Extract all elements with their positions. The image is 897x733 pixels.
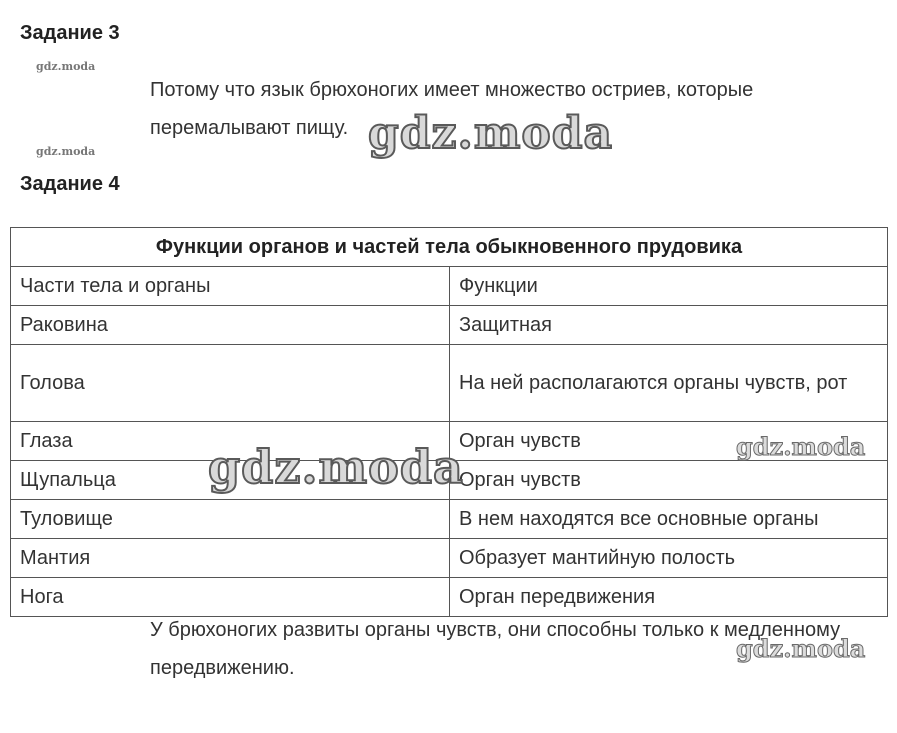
table-cell: Голова — [11, 345, 450, 422]
table-row — [11, 306, 888, 345]
table-cell: Защитная — [450, 306, 888, 345]
organs-table — [10, 227, 888, 617]
table-cell: Орган чувств — [450, 461, 888, 500]
task4-heading: Задание 4 — [20, 173, 120, 195]
table-header-cell: Функции — [450, 267, 888, 306]
table-cell: Мантия — [11, 539, 450, 578]
watermark-small-2: gdz.moda — [36, 145, 96, 158]
table-row — [11, 345, 888, 422]
task3-heading: Задание 3 — [20, 22, 120, 44]
table-cell: Орган передвижения — [450, 578, 888, 617]
table-cell: Образует мантийную полость — [450, 539, 888, 578]
watermark-large-1: gdz.moda — [368, 108, 614, 159]
watermark-large-2: gdz.moda — [208, 440, 464, 494]
table-row — [11, 539, 888, 578]
table-cell: Щупальца — [11, 461, 450, 500]
table-cell: На ней располагаются органы чувств, рот — [450, 345, 888, 422]
watermark-medium-2: gdz.moda — [736, 634, 866, 663]
table-cell: Глаза — [11, 422, 450, 461]
table-cell: В нем находятся все основные органы — [450, 500, 888, 539]
watermark-small-1: gdz.moda — [36, 60, 96, 73]
table-header-cell: Части тела и органы — [11, 267, 450, 306]
table-cell: Орган чувств — [450, 422, 888, 461]
table-row — [11, 500, 888, 539]
table-cell: Туловище — [11, 500, 450, 539]
table-cell: Раковина — [11, 306, 450, 345]
task4-conclusion: У брюхоногих развиты органы чувств, они способны только к медленному передвижению. — [150, 619, 841, 679]
table-header-row — [11, 267, 888, 306]
watermark-medium-1: gdz.moda — [736, 432, 866, 461]
task3-answer: Потому что язык брюхоногих имеет множество остриев, которые перемалывают пищу. — [150, 79, 754, 139]
table-caption: Функции органов и частей тела обыкновенного прудовика — [11, 228, 888, 267]
table-cell: Нога — [11, 578, 450, 617]
